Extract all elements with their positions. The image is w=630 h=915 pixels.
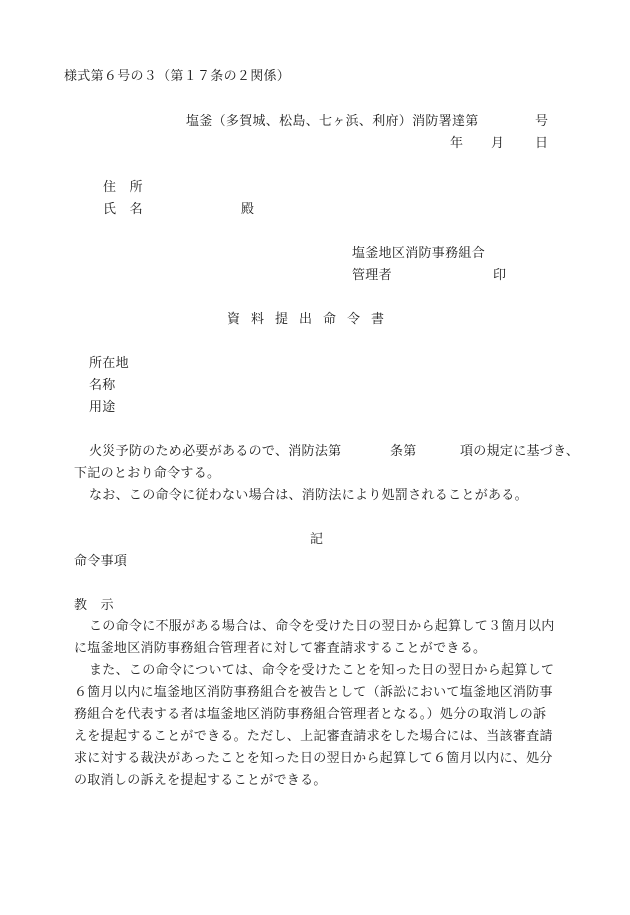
address-label: 住 所 xyxy=(103,180,143,195)
title-char: 出 xyxy=(299,312,313,327)
title-char: 提 xyxy=(275,312,289,327)
date-day: 日 xyxy=(535,136,549,151)
honorific: 殿 xyxy=(241,202,255,217)
title-char: 書 xyxy=(371,312,385,327)
instruction-line: また、この命令については、命令を受けたことを知った日の翌日から起算して xyxy=(89,663,555,678)
body-line-1a: 火災予防のため必要があるので、消防法第 xyxy=(89,444,342,459)
date-month: 月 xyxy=(491,136,505,151)
form-number: 様式第６号の３（第１７条の２関係） xyxy=(64,69,291,84)
title-char: 命 xyxy=(323,312,337,327)
instruction-line: の取消しの訴えを提起することができる。 xyxy=(74,773,327,788)
name-label: 氏 名 xyxy=(103,202,143,217)
body-line-1c: 項の規定に基づき、 xyxy=(460,444,580,459)
office-issue-line: 塩釜（多賀城、松島、七ヶ浜、利府）消防署達第 xyxy=(186,114,479,129)
instruction-line: 求に対する裁決があったことを知った日の翌日から起算して６箇月以内に、処分 xyxy=(74,751,553,766)
body-line-2: 下記のとおり命令する。 xyxy=(74,466,221,481)
title-char: 令 xyxy=(347,312,361,327)
body-line-3: なお、この命令に従わない場合は、消防法により処罰されることがある。 xyxy=(89,488,528,503)
instruction-line: この命令に不服がある場合は、命令を受けた日の翌日から起算して３箇月以内 xyxy=(89,619,555,634)
instruction-line: えを提起することができる。ただし、上記審査請求をした場合には、当該審査請 xyxy=(74,729,553,744)
issuer-organization: 塩釜地区消防事務組合 xyxy=(352,246,486,261)
issue-number-suffix: 号 xyxy=(535,114,549,129)
seal-mark: 印 xyxy=(493,268,507,283)
instruction-line: 務組合を代表する者は塩釜地区消防事務組合管理者となる。）処分の取消しの訴 xyxy=(74,707,547,722)
date-year: 年 xyxy=(450,136,464,151)
instruction-line: ６箇月以内に塩釜地区消防事務組合を被告として（訴訟において塩釜地区消防事 xyxy=(74,685,553,700)
issuer-manager-label: 管理者 xyxy=(352,268,392,283)
title-char: 資 xyxy=(227,312,241,327)
use-label: 用途 xyxy=(89,400,116,415)
instruction-heading: 教 示 xyxy=(74,598,114,613)
body-line-1b: 条第 xyxy=(390,444,417,459)
location-label: 所在地 xyxy=(89,356,129,371)
order-items-label: 命令事項 xyxy=(74,554,128,569)
ki-marker: 記 xyxy=(310,532,324,547)
document-title xyxy=(227,313,395,326)
title-char: 料 xyxy=(251,312,265,327)
target-name-label: 名称 xyxy=(89,378,116,393)
instruction-line: に塩釜地区消防事務組合管理者に対して審査請求することができる。 xyxy=(74,641,487,656)
